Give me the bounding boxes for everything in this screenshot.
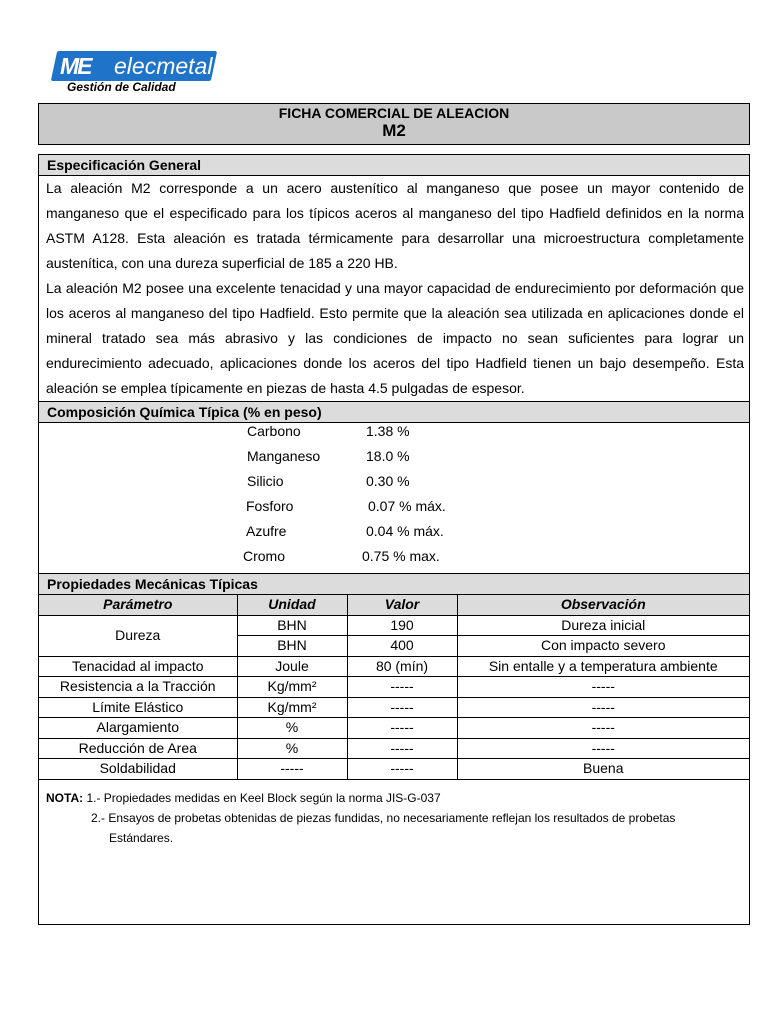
unit-cell: ----- bbox=[237, 759, 347, 780]
comp-element: Silicio bbox=[247, 473, 284, 489]
unit-cell: Kg/mm² bbox=[237, 677, 347, 698]
unit-cell: % bbox=[237, 738, 347, 759]
obs-cell: Con impacto severo bbox=[457, 636, 749, 657]
obs-cell: ----- bbox=[457, 738, 749, 759]
table-row bbox=[39, 615, 749, 636]
notes-section bbox=[39, 780, 749, 856]
spec-paragraph-2: La aleación M2 posee una excelente tenacidad y una mayor capacidad de endurecimiento por deformación que los aceros al manganeso del tipo Hadfield. Esto permite que la aleación sea utilizada en aplicaciones donde el mineral tratado sea más abrasivo y las condiciones de impacto no sean suficientes para lograr un endurecimiento adecuado, aplicaciones donde los aceros del tipo Hadfield tienen un bajo desempeño. Esta aleación se emplea típicamente en piezas de hasta 4.5 pulgadas de espesor. bbox=[46, 280, 744, 396]
param-cell: Límite Elástico bbox=[39, 697, 237, 718]
comp-value: 0.75 % max. bbox=[362, 548, 440, 564]
elecmetal-logo bbox=[54, 51, 214, 81]
table-row bbox=[39, 697, 749, 718]
comp-element: Manganeso bbox=[247, 448, 321, 464]
notes-label: NOTA: bbox=[46, 790, 84, 805]
note-1 bbox=[46, 788, 742, 808]
col-header-observation: Observación bbox=[457, 595, 749, 615]
unit-cell: % bbox=[237, 718, 347, 739]
table-row bbox=[39, 759, 749, 780]
comp-value: 0.07 % máx. bbox=[368, 498, 446, 514]
spec-paragraph-1: La aleación M2 corresponde a un acero austenítico al manganeso que posee un mayor contenido de manganeso que el especificado para los típicos aceros al manganeso del tipo Hadfield definidos en la norma ASTM A128. Esta aleación es tratada térmicamente para desarrollar una microestructura completamente austenítica, con una dureza superficial de 185 a 220 HB. bbox=[46, 180, 744, 271]
col-header-value: Valor bbox=[347, 595, 457, 615]
composition-section-title: Composición Química Típica (% en peso) bbox=[39, 401, 749, 423]
obs-cell: Sin entalle y a temperatura ambiente bbox=[457, 656, 749, 677]
comp-value: 18.0 % bbox=[366, 448, 410, 464]
param-cell: Reducción de Area bbox=[39, 738, 237, 759]
param-cell: Resistencia a la Tracción bbox=[39, 677, 237, 698]
value-cell: ----- bbox=[347, 738, 457, 759]
table-header-row bbox=[39, 595, 749, 615]
obs-cell: Buena bbox=[457, 759, 749, 780]
comp-value: 1.38 % bbox=[366, 423, 410, 439]
comp-value: 0.30 % bbox=[366, 473, 410, 489]
table-row bbox=[39, 677, 749, 698]
comp-element: Carbono bbox=[247, 423, 301, 439]
note-2-continuation: Estándares. bbox=[109, 830, 174, 845]
table-row bbox=[39, 738, 749, 759]
value-cell: ----- bbox=[347, 677, 457, 698]
obs-cell: ----- bbox=[457, 718, 749, 739]
param-cell: Tenacidad al impacto bbox=[39, 656, 237, 677]
param-cell: Alargamiento bbox=[39, 718, 237, 739]
comp-value: 0.04 % máx. bbox=[366, 523, 444, 539]
value-cell: 190 bbox=[347, 615, 457, 636]
comp-element: Cromo bbox=[243, 548, 286, 564]
note-2-text: 2.- Ensayos de probetas obtenidas de piezas fundidas, no necesariamente reflejan los resultados de probetas bbox=[91, 810, 676, 825]
spec-text bbox=[39, 176, 749, 401]
spec-section-title: Especificación General bbox=[39, 155, 749, 176]
note-1-text: 1.- Propiedades medidas en Keel Block según la norma JIS-G-037 bbox=[86, 790, 441, 805]
comp-element: Fosforo bbox=[246, 498, 294, 514]
unit-cell: BHN bbox=[237, 615, 347, 636]
obs-cell: ----- bbox=[457, 697, 749, 718]
obs-cell: ----- bbox=[457, 677, 749, 698]
mechanical-section-title: Propiedades Mecánicas Típicas bbox=[39, 573, 749, 595]
obs-cell: Dureza inicial bbox=[457, 615, 749, 636]
unit-cell: Kg/mm² bbox=[237, 697, 347, 718]
value-cell: 80 (mín) bbox=[347, 656, 457, 677]
comp-element: Azufre bbox=[246, 523, 287, 539]
col-header-unit: Unidad bbox=[237, 595, 347, 615]
value-cell: ----- bbox=[347, 759, 457, 780]
alloy-code: M2 bbox=[382, 121, 406, 140]
value-cell: ----- bbox=[347, 697, 457, 718]
col-header-parameter: Parámetro bbox=[39, 595, 237, 615]
value-cell: 400 bbox=[347, 636, 457, 657]
param-cell: Dureza bbox=[39, 615, 237, 656]
datasheet-body bbox=[38, 154, 750, 925]
param-cell: Soldabilidad bbox=[39, 759, 237, 780]
value-cell: ----- bbox=[347, 718, 457, 739]
mechanical-properties-table bbox=[39, 595, 749, 780]
unit-cell: BHN bbox=[237, 636, 347, 657]
quality-subtitle: Gestión de Calidad bbox=[67, 80, 176, 94]
composition-list bbox=[39, 423, 749, 573]
logo-text: elecmetal bbox=[114, 53, 213, 79]
document-title: FICHA COMERCIAL DE ALEACION bbox=[278, 105, 510, 121]
unit-cell: Joule bbox=[237, 656, 347, 677]
document-header bbox=[38, 103, 750, 145]
table-row bbox=[39, 718, 749, 739]
logo-mark: ME bbox=[60, 53, 91, 79]
table-row bbox=[39, 656, 749, 677]
